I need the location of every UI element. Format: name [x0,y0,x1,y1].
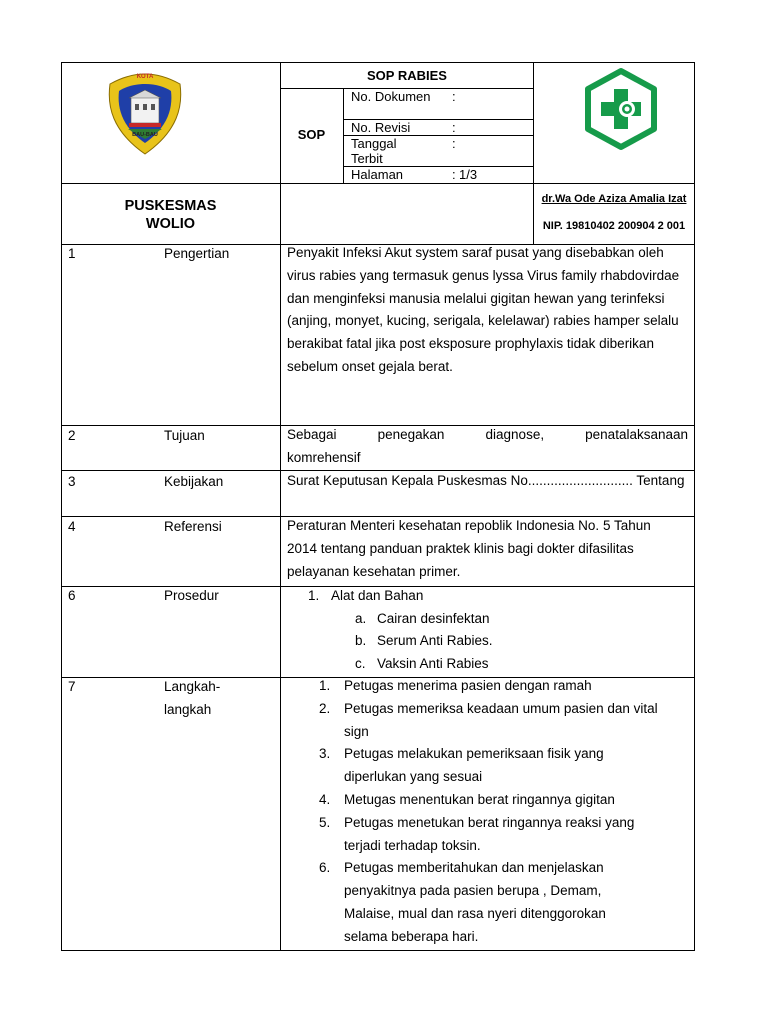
field-no-dokumen-label: No. Dokumen [351,89,431,104]
org-name-line2: WOLIO [145,216,196,232]
field-halaman-sep: : [452,167,456,182]
document-title: SOP RABIES [367,68,447,83]
signer-nip: NIP. 19810402 200904 2 001 [542,220,686,232]
row-4-number: 4 [68,519,76,534]
step-3-text: Petugas melakukan pemeriksaan fisik yang diperlukan yang sesuai [344,746,604,785]
org-name-line1: PUSKESMAS [124,198,217,214]
step-item-3 [319,743,644,789]
kota-baubau-emblem-svg [104,71,186,157]
row-4-label: Referensi [164,519,222,534]
field-tanggal-terbit-label: Tanggal Terbit [351,136,397,166]
step-4-mark: 4. [319,791,331,807]
field-no-revisi-label: No. Revisi [351,120,411,135]
body-column-divider [280,244,281,951]
sub-item-b-mark: b. [355,633,367,648]
field-halaman-label: Halaman [351,167,404,182]
row-7-number: 7 [68,679,76,694]
sub-item-a-text: Cairan desinfektan [377,611,490,626]
step-item-6 [319,857,644,948]
row-2-label: Tujuan [164,428,205,443]
step-item-5 [319,812,674,858]
step-5-mark: 5. [319,814,331,830]
header-row-separator [61,183,695,184]
row-4-content: Peraturan Menteri kesehatan repoblik Indonesia No. 5 Tahun 2014 tentang panduan praktek klinis bagi dokter difasilitas pelayanan kesehatan primer. [287,518,651,579]
steps-list [319,675,691,949]
step-3-mark: 3. [319,746,331,762]
field-halaman-value: 1/3 [459,167,478,182]
sub-item-a-mark: a. [355,611,367,626]
field-no-dokumen-sep: : [452,89,456,104]
emblem-top-text: KOTA [136,74,154,80]
header-divider-sop [343,88,344,184]
row-6-number: 6 [68,588,76,603]
step-2-mark: 2. [319,700,331,716]
row-separator-4 [61,586,695,587]
row-3-content: Surat Keputusan Kepala Puskesmas No............................ Tentang [287,473,685,488]
field-tanggal-terbit-sep: : [452,136,456,151]
row-2-content [287,424,688,447]
signer-name: dr.Wa Ode Aziza Amalia Izat [541,193,687,205]
procedure-list-number: 1. [308,588,320,603]
step-5-text: Petugas menetukan berat ringannya reaksi yang terjadi terhadap toksin. [344,814,635,853]
table-border-left [61,62,62,951]
step-1-mark: 1. [319,678,331,693]
row-2-content-line2: komrehensif [287,450,361,465]
row-3-label: Kebijakan [164,474,224,489]
row-1-number: 1 [68,246,76,261]
step-1-text: Petugas menerima pasien dengan ramah [344,678,592,693]
header-divider-right [533,62,534,244]
sop-label: SOP [297,127,326,142]
puskesmas-logo-icon [583,67,659,151]
row-2-content-line1: Sebagai penegakan diagnose, penatalaksanaan [287,427,688,442]
step-item-2 [319,698,670,744]
row-1-label: Pengertian [164,246,230,261]
sub-item-c-text: Vaksin Anti Rabies [377,656,489,671]
header-divider-left [280,62,281,244]
row-2-number: 2 [68,428,76,443]
table-border-top [61,62,695,63]
field-no-revisi-sep: : [452,120,456,135]
step-4-text: Metugas menentukan berat ringannya gigitan [344,791,615,807]
row-6-label: Prosedur [164,588,219,603]
row-1-content: Penyakit Infeksi Akut system saraf pusat yang disebabkan oleh virus rabies yang termasuk genus lyssa Virus family rhabdovirdae dan menginfeksi manusia melalui gigitan hewan yang terinfeksi (anjing, monyet, kucing, serigala, kelelawar) rabies hamper selalu berakibat fatal jika post eksposure prophylaxis tidak diberikan sebelum onset gejala berat. [287,245,680,374]
row-3-number: 3 [68,474,76,489]
puskesmas-logo-svg [583,67,659,151]
step-item-4 [319,789,691,812]
sub-item-c-mark: c. [355,656,366,671]
procedure-list-title: Alat dan Bahan [331,588,424,603]
row-7-label-line1: Langkah- [164,679,221,694]
step-6-text: Petugas memberitahukan dan menjelaskan penyakitnya pada pasien berupa , Demam, Malaise, mual dan rasa nyeri ditenggorokan selama beberapa hari. [344,860,606,944]
table-border-right [694,62,695,951]
table-border-bottom [61,950,695,951]
row-7-label-line2: langkah [164,702,212,717]
step-item-1 [319,675,691,698]
emblem-bottom-text: BAU-BAU [132,132,158,138]
step-2-text: Petugas memeriksa keadaan umum pasien dan vital sign [344,700,658,739]
kota-baubau-emblem-icon [104,71,186,157]
step-6-mark: 6. [319,860,331,876]
sub-item-b-text: Serum Anti Rabies. [377,633,493,648]
